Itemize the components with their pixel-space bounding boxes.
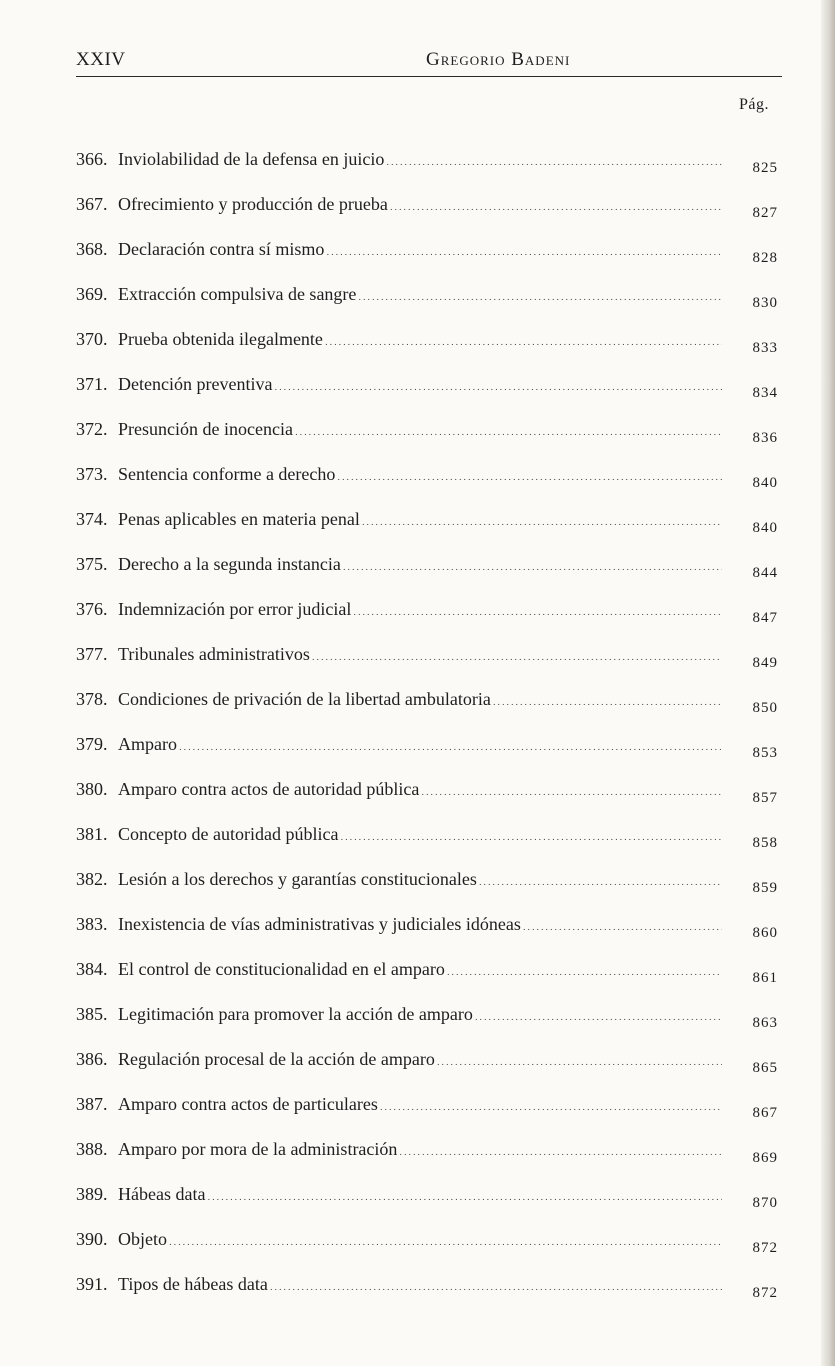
toc-entry-page: 830 — [752, 295, 778, 311]
toc-entry-page: 858 — [752, 835, 778, 851]
toc-entry — [76, 283, 784, 328]
toc-entry-title: Extracción compulsiva de sangre . . . — [118, 283, 722, 305]
toc-entry-page: 870 — [752, 1195, 778, 1211]
toc-entry — [76, 463, 784, 508]
toc-entry-title: Amparo por mora de la administración . . . — [118, 1138, 722, 1160]
toc-entry — [76, 418, 784, 463]
toc-entry — [76, 1183, 784, 1228]
page-edge-shadow — [821, 0, 835, 1366]
toc-entry — [76, 508, 784, 553]
toc-entry-title: Tribunales administrativos . . . — [118, 643, 722, 665]
toc-entry-page: 847 — [752, 610, 778, 626]
toc-entry — [76, 238, 784, 283]
toc-entry-number: 378. — [76, 689, 108, 709]
page-column-label: Pág. — [739, 96, 769, 113]
toc-entry-title: Condiciones de privación de la libertad ambulatoria . . . — [118, 688, 722, 710]
toc-entry-page: 825 — [752, 160, 778, 176]
toc-entry-title: Amparo contra actos de particulares . . . — [118, 1093, 722, 1115]
toc-entry-title: Legitimación para promover la acción de amparo . . . — [118, 1003, 722, 1025]
toc-entry — [76, 598, 784, 643]
toc-entry — [76, 1048, 784, 1093]
toc-entry-number: 366. — [76, 149, 108, 169]
toc-entry-number: 385. — [76, 1004, 108, 1024]
toc-entry — [76, 148, 784, 193]
toc-entry-number: 379. — [76, 734, 108, 754]
toc-entry-page: 860 — [752, 925, 778, 941]
toc-entry — [76, 1228, 784, 1273]
toc-entry-page: 840 — [752, 520, 778, 536]
toc-entry-title: Sentencia conforme a derecho . . . — [118, 463, 722, 485]
toc-entry-number: 372. — [76, 419, 108, 439]
toc-entry-title: Lesión a los derechos y garantías constitucionales . . . — [118, 868, 722, 890]
toc-entry-number: 374. — [76, 509, 108, 529]
toc-entry — [76, 373, 784, 418]
toc-entry-number: 384. — [76, 959, 108, 979]
toc-entry — [76, 643, 784, 688]
toc-entry — [76, 328, 784, 373]
toc-entry-page: 859 — [752, 880, 778, 896]
toc-entry-page: 849 — [752, 655, 778, 671]
toc-entry-number: 369. — [76, 284, 108, 304]
toc-entry-page: 872 — [752, 1285, 778, 1301]
toc-entry — [76, 913, 784, 958]
toc-entry — [76, 958, 784, 1003]
toc-entry — [76, 193, 784, 238]
toc-entry-number: 387. — [76, 1094, 108, 1114]
toc-entry-page: 857 — [752, 790, 778, 806]
toc-entry-page: 836 — [752, 430, 778, 446]
toc-entry-title: El control de constitucionalidad en el amparo . . . — [118, 958, 722, 980]
toc-entry-number: 380. — [76, 779, 108, 799]
toc-entry-number: 388. — [76, 1139, 108, 1159]
toc-entry-number: 375. — [76, 554, 108, 574]
toc-entry-number: 371. — [76, 374, 108, 394]
toc-entry — [76, 1003, 784, 1048]
toc-entry — [76, 1093, 784, 1138]
toc-entry-number: 391. — [76, 1274, 108, 1294]
toc-entry-page: 872 — [752, 1240, 778, 1256]
toc-entry-number: 390. — [76, 1229, 108, 1249]
toc-entry-page: 850 — [752, 700, 778, 716]
toc-entry-page: 863 — [752, 1015, 778, 1031]
toc-entry-title: Inexistencia de vías administrativas y judiciales idóneas . . . — [118, 913, 722, 935]
toc-entry-title: Ofrecimiento y producción de prueba . . . — [118, 193, 722, 215]
toc-entry — [76, 1138, 784, 1183]
toc-entry-number: 377. — [76, 644, 108, 664]
toc-entry-title: Derecho a la segunda instancia . . . — [118, 553, 722, 575]
toc-entry-page: 833 — [752, 340, 778, 356]
toc-entry-number: 389. — [76, 1184, 108, 1204]
toc-entry-page: 840 — [752, 475, 778, 491]
toc-entry-number: 373. — [76, 464, 108, 484]
toc-entry — [76, 688, 784, 733]
toc-entry-title: Prueba obtenida ilegalmente . . . — [118, 328, 722, 350]
toc-entry-number: 383. — [76, 914, 108, 934]
toc-entry-page: 867 — [752, 1105, 778, 1121]
toc-entry-number: 382. — [76, 869, 108, 889]
toc-entry-number: 381. — [76, 824, 108, 844]
toc-entry-title: Amparo contra actos de autoridad pública . . . — [118, 778, 722, 800]
toc-entry-title: Regulación procesal de la acción de amparo . . . — [118, 1048, 722, 1070]
toc-entry-page: 861 — [752, 970, 778, 986]
toc-entry-title: Hábeas data . . . — [118, 1183, 722, 1205]
toc-entry-title: Indemnización por error judicial . . . — [118, 598, 722, 620]
toc-entry-page: 869 — [752, 1150, 778, 1166]
toc-entry-title: Penas aplicables en materia penal . . . — [118, 508, 722, 530]
toc-entry — [76, 733, 784, 778]
toc-entry-number: 386. — [76, 1049, 108, 1069]
toc-entry-number: 367. — [76, 194, 108, 214]
toc-entry-title: Inviolabilidad de la defensa en juicio . . . — [118, 148, 722, 170]
toc-entry-page: 865 — [752, 1060, 778, 1076]
toc-entry-number: 370. — [76, 329, 108, 349]
toc-entry-title: Objeto . . . — [118, 1228, 722, 1250]
table-of-contents — [76, 148, 784, 1318]
toc-entry — [76, 553, 784, 598]
toc-entry-page: 828 — [752, 250, 778, 266]
toc-entry-title: Presunción de inocencia . . . — [118, 418, 722, 440]
toc-entry-number: 376. — [76, 599, 108, 619]
toc-entry — [76, 778, 784, 823]
toc-entry — [76, 1273, 784, 1318]
page-number: XXIV — [76, 49, 126, 70]
toc-entry-page: 853 — [752, 745, 778, 761]
running-title: Gregorio Badeni — [426, 49, 571, 70]
toc-entry-page: 844 — [752, 565, 778, 581]
toc-entry-number: 368. — [76, 239, 108, 259]
toc-entry-title: Amparo . . . — [118, 733, 722, 755]
toc-entry-title: Declaración contra sí mismo . . . — [118, 238, 722, 260]
page-header — [76, 44, 782, 77]
toc-entry-title: Concepto de autoridad pública . . . — [118, 823, 722, 845]
toc-entry — [76, 823, 784, 868]
toc-entry-page: 834 — [752, 385, 778, 401]
toc-entry-page: 827 — [752, 205, 778, 221]
toc-entry-title: Tipos de hábeas data . . . — [118, 1273, 722, 1295]
toc-entry — [76, 868, 784, 913]
toc-entry-title: Detención preventiva . . . — [118, 373, 722, 395]
